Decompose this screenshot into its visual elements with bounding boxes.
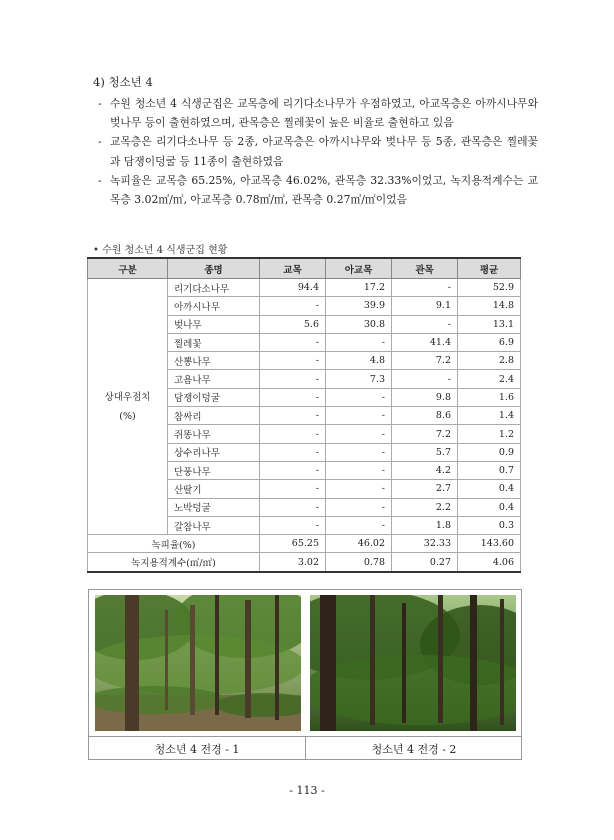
subtree-value: 46.02 [326, 535, 392, 553]
bullet-item [98, 94, 538, 132]
subtree-value: - [326, 461, 392, 479]
bullet-dash: - [98, 97, 102, 110]
group-label: 상대우점치 [104, 391, 151, 403]
shrub-value: 5.7 [392, 443, 458, 461]
shrub-value: 4.2 [392, 461, 458, 479]
bullet-dash: - [98, 173, 102, 187]
species-name: 단풍나무 [168, 461, 260, 479]
species-name: 리기다소나무 [168, 279, 260, 297]
subtree-value: - [326, 516, 392, 534]
group-cell [88, 279, 168, 535]
tree-value: - [260, 297, 326, 315]
species-name: 산딸기 [168, 480, 260, 498]
tree-value: - [260, 388, 326, 406]
shrub-value: 1.8 [392, 516, 458, 534]
species-name: 갈참나무 [168, 516, 260, 534]
table-row [88, 279, 521, 297]
bullet-text: 수원 청소년 4 식생군집은 교목층에 리기다소나무가 우점하였고, 아교목층은 아까시나무와 벚나무 등이 출현하였으며, 관목층은 찔레꽃이 높은 비율로 출현하고 있음 [110, 97, 538, 130]
tree-value: - [260, 425, 326, 443]
average-value: 0.7 [458, 461, 521, 479]
subtree-value: - [326, 333, 392, 351]
tree-value: 94.4 [260, 279, 326, 297]
species-name: 고욤나무 [168, 370, 260, 388]
bullet-item [98, 132, 538, 170]
subtree-value: 0.78 [326, 553, 392, 572]
species-name: 벚나무 [168, 315, 260, 333]
subtree-value: - [326, 407, 392, 425]
tree-value: 65.25 [260, 535, 326, 553]
tree-value: - [260, 352, 326, 370]
average-value: 2.8 [458, 352, 521, 370]
bullet-item [98, 171, 538, 209]
table-header-row [88, 258, 521, 279]
coverage-row [88, 535, 521, 553]
shrub-value: 41.4 [392, 333, 458, 351]
tree-value: - [260, 480, 326, 498]
tree-value: - [260, 516, 326, 534]
shrub-value: 32.33 [392, 535, 458, 553]
forest-photo-2 [310, 595, 516, 731]
shrub-value: 7.2 [392, 425, 458, 443]
subtree-value: 7.3 [326, 370, 392, 388]
bullet-list [98, 94, 538, 209]
header-category: 구분 [88, 258, 168, 279]
average-value: 1.6 [458, 388, 521, 406]
average-value: 1.4 [458, 407, 521, 425]
header-shrub: 관목 [392, 258, 458, 279]
bullet-text: 녹피율은 교목층 65.25%, 아교목층 46.02%, 관목층 32.33%이었고, 녹지용적계수는 교목층 3.02㎥/㎡, 아교목층 0.78㎥/㎡, 관목층 0.27㎥/㎡이었음 [110, 173, 538, 207]
volume-label: 녹지용적계수(㎥/㎡) [88, 553, 260, 572]
species-name: 노박덩굴 [168, 498, 260, 516]
shrub-value: - [392, 370, 458, 388]
tree-value: - [260, 443, 326, 461]
subtree-value: 4.8 [326, 352, 392, 370]
average-value: 2.4 [458, 370, 521, 388]
average-value: 0.4 [458, 480, 521, 498]
species-name: 상수리나무 [168, 443, 260, 461]
species-name: 산뽕나무 [168, 352, 260, 370]
species-name: 담쟁이덩굴 [168, 388, 260, 406]
header-average: 평균 [458, 258, 521, 279]
bullet-dash: - [98, 135, 102, 149]
photo-caption-1: 청소년 4 전경 - 1 [154, 743, 240, 756]
subtree-value: - [326, 388, 392, 406]
tree-value: - [260, 370, 326, 388]
average-value: 13.1 [458, 315, 521, 333]
average-value: 1.2 [458, 425, 521, 443]
subtree-value: 39.9 [326, 297, 392, 315]
average-value: 0.9 [458, 443, 521, 461]
header-species: 종명 [168, 258, 260, 279]
shrub-value: - [392, 315, 458, 333]
table-caption: • 수원 청소년 4 식생군집 현황 [93, 245, 228, 256]
photo-caption-2: 청소년 4 전경 - 2 [305, 737, 522, 760]
average-value: 4.06 [458, 553, 521, 572]
shrub-value: 9.8 [392, 388, 458, 406]
page-number: - 113 - [289, 784, 325, 797]
photo-panel [88, 589, 522, 760]
vegetation-table [87, 257, 521, 573]
average-value: 6.9 [458, 333, 521, 351]
average-value: 0.3 [458, 516, 521, 534]
shrub-value: 2.2 [392, 498, 458, 516]
subtree-value: - [326, 480, 392, 498]
tree-value: 5.6 [260, 315, 326, 333]
tree-value: - [260, 498, 326, 516]
shrub-value: 8.6 [392, 407, 458, 425]
species-name: 찔레꽃 [168, 333, 260, 351]
subtree-value: - [326, 425, 392, 443]
subtree-value: 30.8 [326, 315, 392, 333]
tree-value: - [260, 407, 326, 425]
coverage-label: 녹피율(%) [88, 535, 260, 553]
tree-value: - [260, 461, 326, 479]
shrub-value: - [392, 279, 458, 297]
species-name: 쥐똥나무 [168, 425, 260, 443]
tree-value: - [260, 333, 326, 351]
species-name: 참싸리 [168, 407, 260, 425]
shrub-value: 9.1 [392, 297, 458, 315]
average-value: 143.60 [458, 535, 521, 553]
bullet-text: 교목층은 리기다소나무 등 2종, 아교목층은 아까시나무와 벚나무 등 5종, 관목층은 찔레꽃과 담쟁이덩굴 등 11종이 출현하였음 [110, 135, 538, 168]
group-unit: (%) [119, 410, 136, 422]
header-tree: 교목 [260, 258, 326, 279]
forest-photo-1 [95, 595, 301, 731]
average-value: 14.8 [458, 297, 521, 315]
average-value: 0.4 [458, 498, 521, 516]
shrub-value: 7.2 [392, 352, 458, 370]
subtree-value: 17.2 [326, 279, 392, 297]
subtree-value: - [326, 443, 392, 461]
species-name: 아까시나무 [168, 297, 260, 315]
shrub-value: 2.7 [392, 480, 458, 498]
section-heading: 4) 청소년 4 [93, 75, 153, 89]
header-subtree: 아교목 [326, 258, 392, 279]
subtree-value: - [326, 498, 392, 516]
average-value: 52.9 [458, 279, 521, 297]
photo-caption-row [89, 736, 521, 760]
tree-value: 3.02 [260, 553, 326, 572]
shrub-value: 0.27 [392, 553, 458, 572]
volume-row [88, 553, 521, 572]
